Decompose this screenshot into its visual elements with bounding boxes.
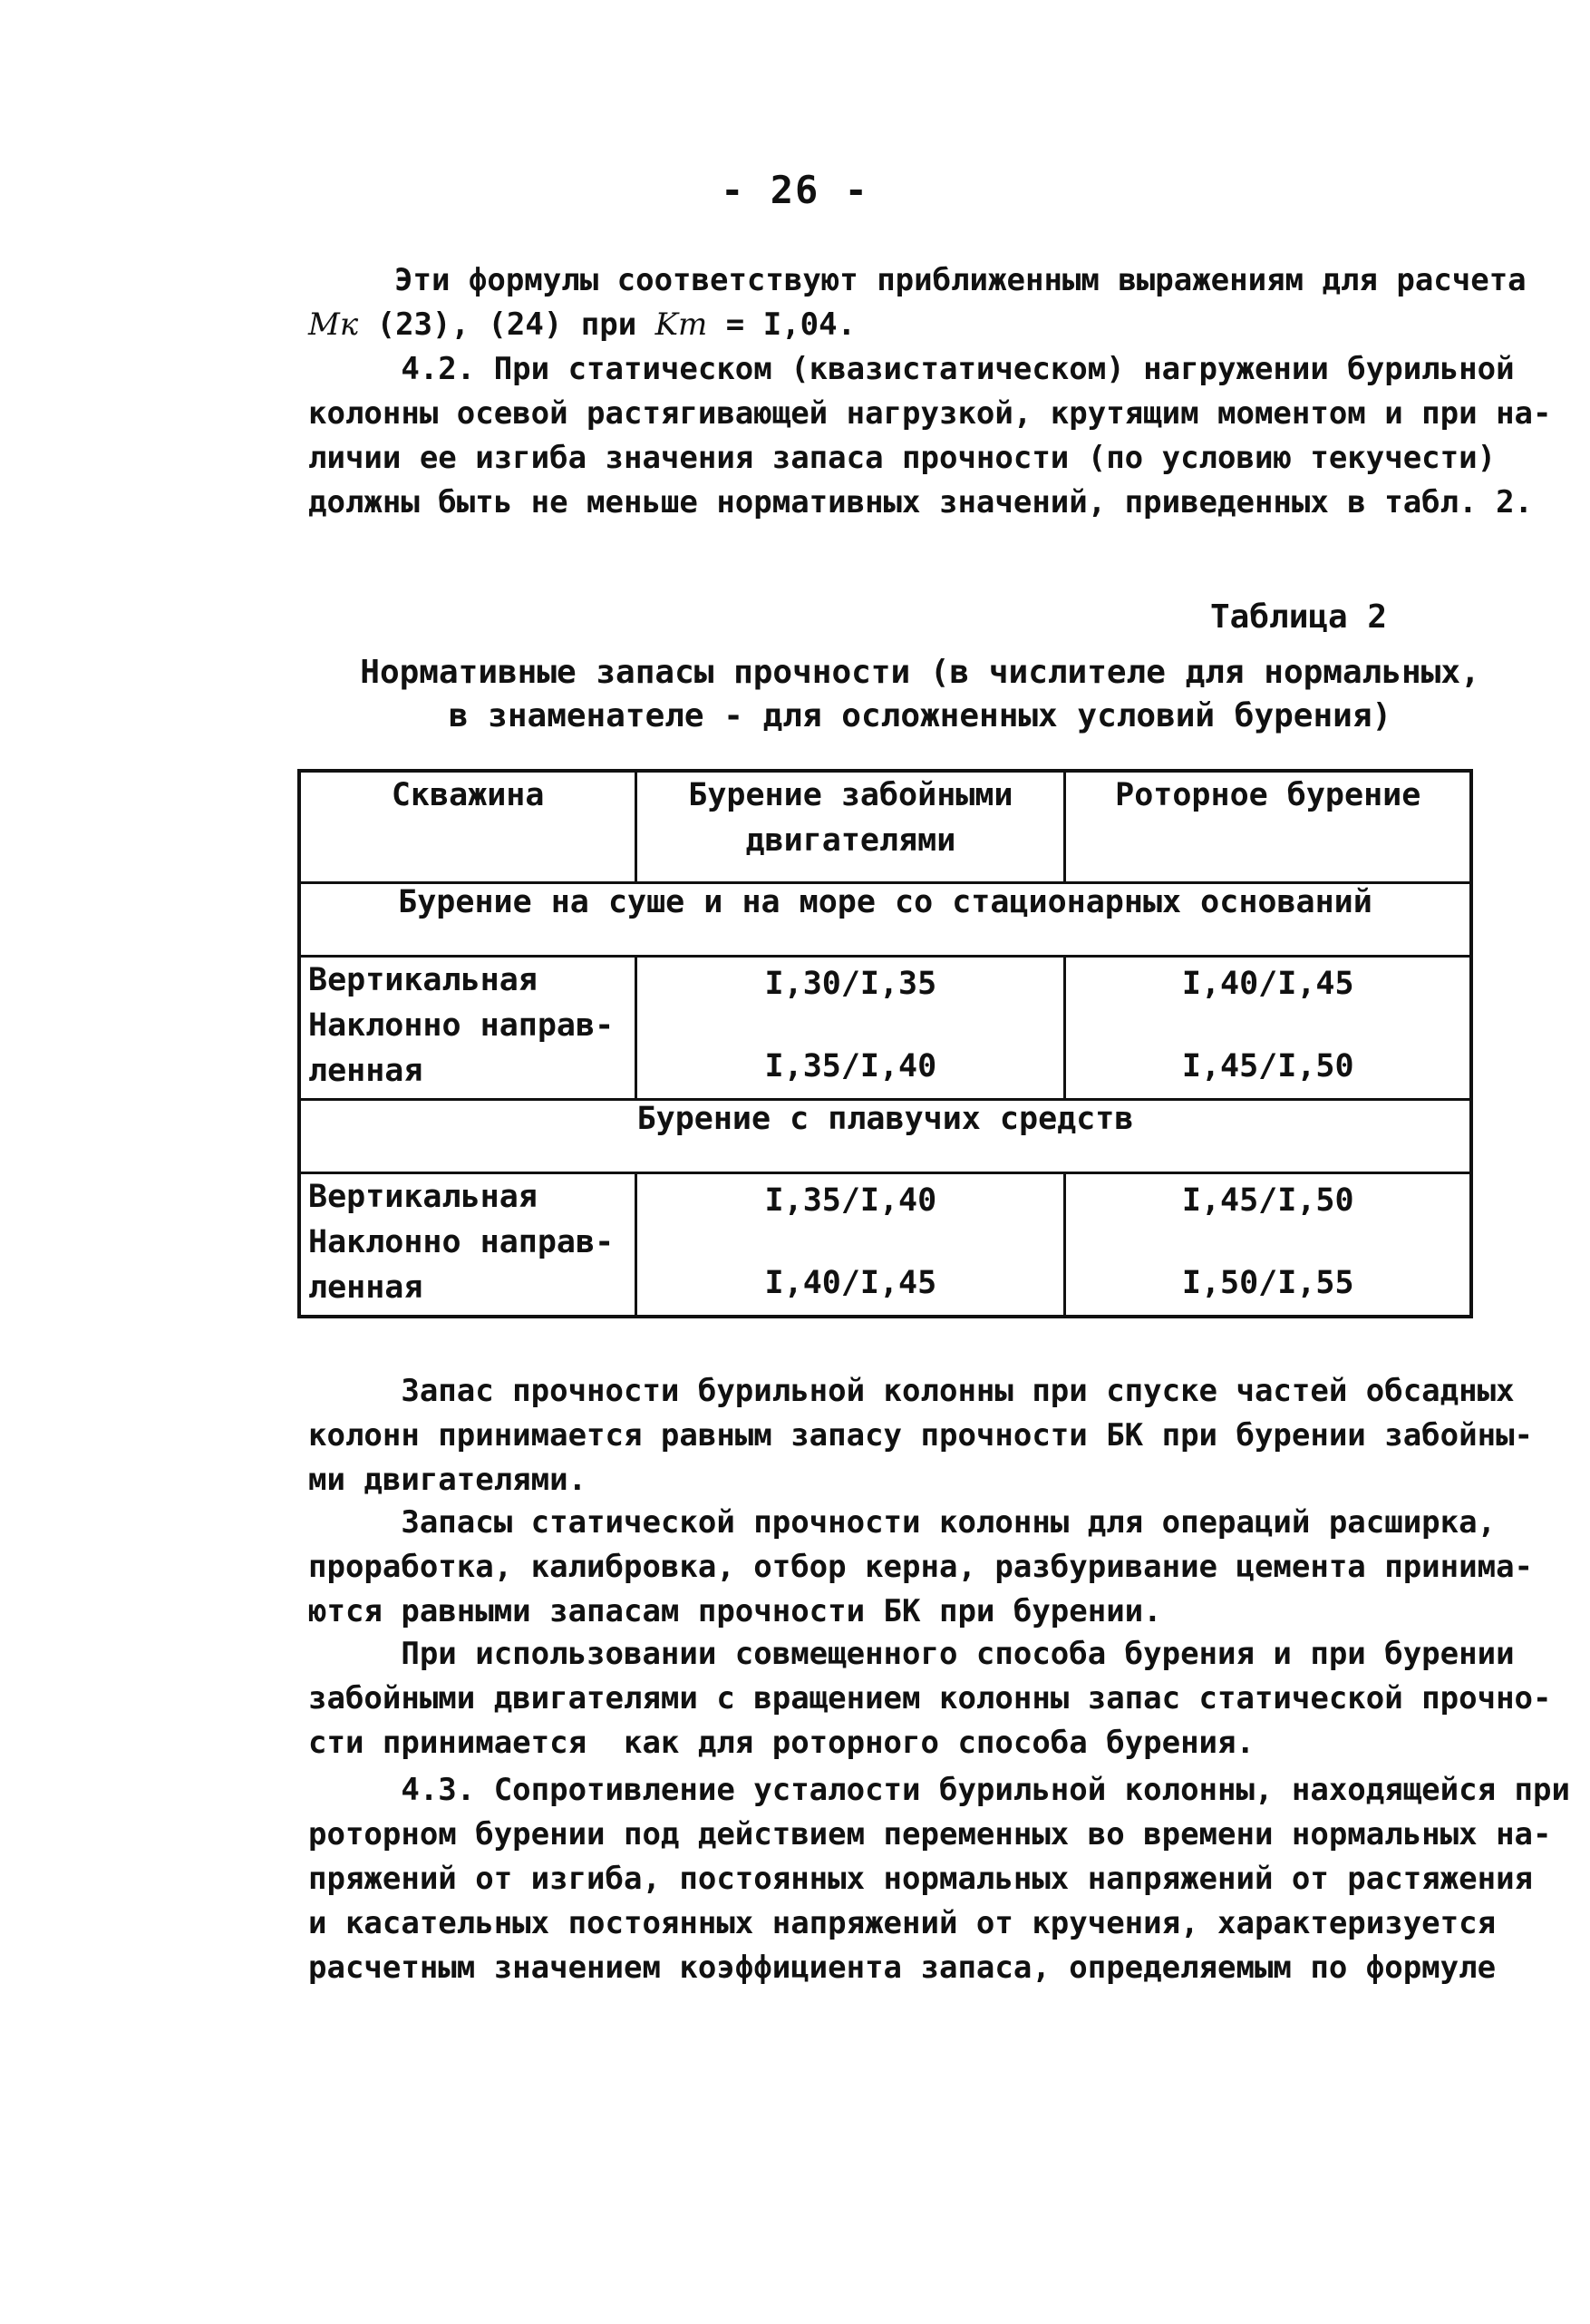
safety-factor-table [297, 769, 1473, 1318]
paragraph-formulas-note [308, 258, 1527, 347]
text-line: 4.2. При статическом (квазистатическом) нагружении бурильной [308, 351, 1515, 387]
paragraph-4-3 [308, 1768, 1570, 1990]
text-line: колонны осевой растягивающей нагрузкой, крутящим моментом и при на- [308, 395, 1552, 432]
table-group-row [299, 1100, 1471, 1173]
page-number: - 26 - [721, 168, 869, 212]
text-line: проработка, калибровка, отбор керна, разбуривание цемента принима- [308, 1549, 1534, 1585]
paragraph-combined-drilling [308, 1632, 1552, 1765]
caption-line: Нормативные запасы прочности (в числителе для нормальных, [360, 654, 1480, 691]
well-type-label: Наклонно направ- [308, 1224, 615, 1260]
symbol-mk: Mк [308, 306, 359, 343]
downhole-values-cell [636, 957, 1065, 1100]
text-line: Запас прочности бурильной колонны при спуске частей обсадных [308, 1373, 1515, 1409]
caption-line: в знаменателе - для осложненных условий бурения) [448, 697, 1392, 734]
text-line: пряжений от изгиба, постоянных нормальных напряжений от растяжения [308, 1861, 1534, 1897]
text-line: При использовании совмещенного способа бурения и при бурении [308, 1636, 1515, 1672]
well-type-label: Наклонно направ- [308, 1007, 615, 1044]
group-title-onshore: Бурение на суше и на море со стационарных оснований [299, 883, 1471, 957]
text-line: колонн принимается равным запасу прочности БК при бурении забойны- [308, 1417, 1534, 1454]
value-vertical: I,30/I,35 [764, 966, 937, 1002]
rotary-values-cell [1065, 957, 1471, 1100]
well-type-label: ленная [308, 1269, 423, 1306]
text-line: 4.3. Сопротивление усталости бурильной колонны, находящейся при [308, 1772, 1570, 1808]
text-line [308, 303, 1478, 347]
well-type-label: Вертикальная [308, 962, 538, 998]
header-well: Скважина [299, 771, 636, 883]
text-line: Запасы статической прочности колонны для операций расширка, [308, 1504, 1497, 1541]
paragraph-static-strength [308, 1501, 1534, 1634]
text-line: расчетным значением коэффициента запаса, определяемым по формуле [308, 1950, 1497, 1986]
value-inclined: I,45/I,50 [1181, 1048, 1354, 1084]
header-downhole-motors [636, 771, 1065, 883]
text-fragment: (23), (24) при [358, 306, 655, 343]
table-caption [344, 651, 1496, 738]
well-type-label: ленная [308, 1053, 423, 1089]
paragraph-casing-run [308, 1369, 1534, 1502]
table-group-row [299, 883, 1471, 957]
value-vertical: I,45/I,50 [1181, 1182, 1354, 1219]
value-inclined: I,35/I,40 [764, 1048, 937, 1084]
downhole-values-cell [636, 1173, 1065, 1318]
table-header-row [299, 771, 1471, 883]
text-line: роторном бурении под действием переменных во времени нормальных на- [308, 1816, 1552, 1852]
table-row [299, 1173, 1471, 1318]
value-inclined: I,50/I,55 [1181, 1265, 1354, 1301]
text-line: и касательных постоянных напряжений от кручения, характеризуется [308, 1905, 1497, 1941]
well-type-label: Вертикальная [308, 1179, 538, 1215]
rotary-values-cell [1065, 1173, 1471, 1318]
value-vertical: I,40/I,45 [1181, 966, 1354, 1002]
group-title-floating: Бурение с плавучих средств [299, 1100, 1471, 1173]
symbol-kt: Kт [654, 306, 708, 343]
text-line: ми двигателями. [308, 1462, 587, 1498]
table-row [299, 957, 1471, 1100]
paragraph-4-2 [308, 347, 1552, 525]
header-text: двигателями [745, 822, 956, 859]
header-rotary: Роторное бурение [1065, 771, 1471, 883]
text-fragment: = I,04. [707, 306, 857, 343]
table-number: Таблица 2 [1210, 598, 1388, 636]
text-line: забойными двигателями с вращением колонны запас статической прочно- [308, 1680, 1552, 1716]
text-line: сти принимается как для роторного способа бурения. [308, 1725, 1255, 1761]
text-line: ются равными запасам прочности БК при бурении. [308, 1593, 1162, 1629]
header-text: Бурение забойными [688, 777, 1013, 813]
text-line: личии ее изгиба значения запаса прочности (по условию текучести) [308, 440, 1497, 476]
well-type-cell [299, 957, 636, 1100]
value-inclined: I,40/I,45 [764, 1265, 937, 1301]
text-line: Эти формулы соответствуют приближенным выражениям для расчета [394, 262, 1527, 298]
well-type-cell [299, 1173, 636, 1318]
value-vertical: I,35/I,40 [764, 1182, 937, 1219]
text-line: должны быть не меньше нормативных значений, приведенных в табл. 2. [308, 484, 1534, 520]
